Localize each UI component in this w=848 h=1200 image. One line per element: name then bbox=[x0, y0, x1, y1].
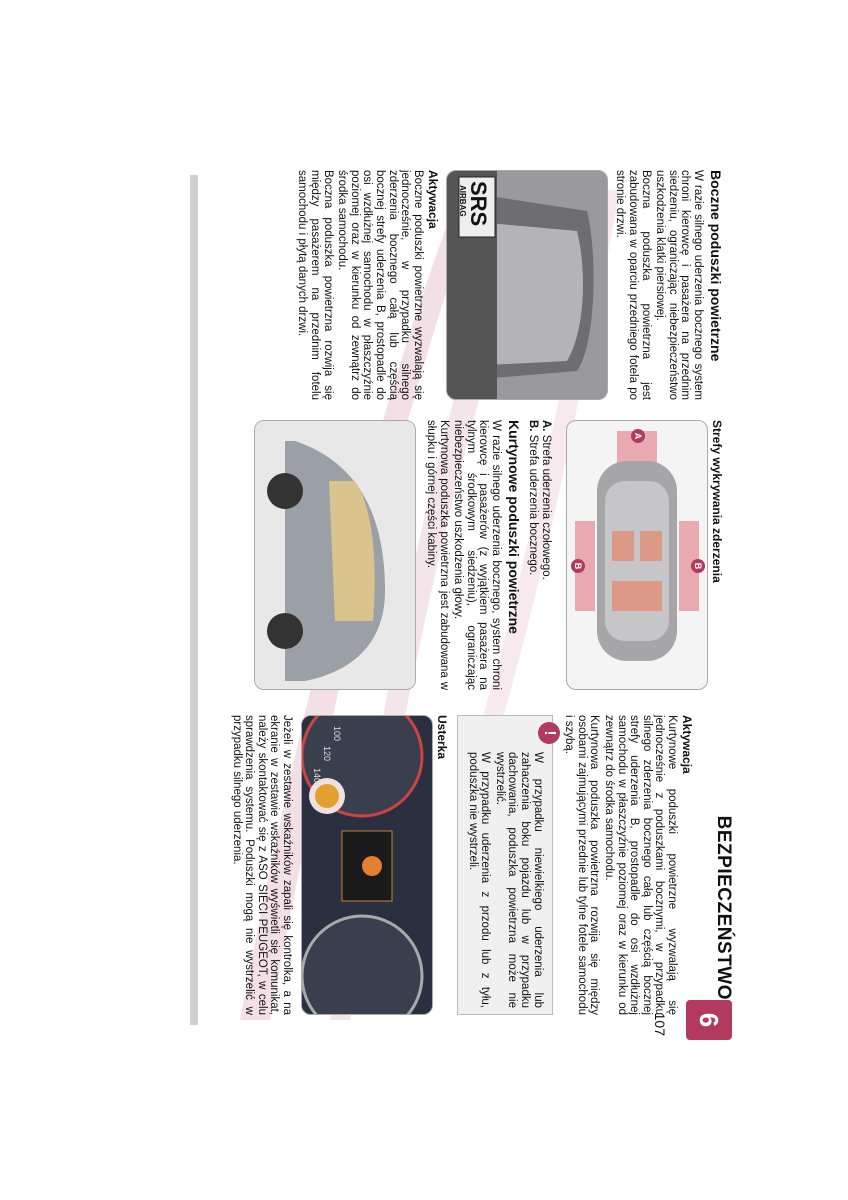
warning-box bbox=[457, 715, 558, 1015]
zone-label-b-bottom: B bbox=[571, 559, 585, 573]
side-activation-text2: Boczna poduszka powietrzna rozwija się między pasażerem na przednim fotelu samochodu i płytą danych drzwi. bbox=[296, 170, 334, 400]
curtain-airbags-intro: W razie silnego uderzenia bocznego, system chroni kierowcę i pasażerów (z wyjątkiem pasażera na tylnym środkowym siedzeniu), ograniczając niebezpieczeństwo uszkodzenia głowy. bbox=[452, 420, 502, 690]
side-airbags-title: Boczne poduszki powietrzne bbox=[708, 170, 724, 362]
warning-text-1: W przypadku niewielkiego uderzenia lub zahaczenia boku pojazdu lub w przypadku dachowania, poduszka powietrzna może nie wystrzelić. bbox=[493, 752, 544, 1008]
zones-title: Strefy wykrywania zderzenia bbox=[710, 420, 724, 583]
gauge-label-2: 120 bbox=[322, 746, 333, 762]
page-number: 107 bbox=[652, 1012, 668, 1036]
column-side-airbags bbox=[294, 170, 728, 400]
gauge-label-1: 100 bbox=[332, 726, 343, 742]
legend-b: B. Strefa uderzenia bocznego. bbox=[527, 420, 539, 576]
zone-label-b-top: B bbox=[691, 559, 705, 573]
curtain-activation-title: Aktywacja bbox=[680, 715, 694, 774]
curtain-airbags-title: Kurtynowe poduszki powietrzne bbox=[506, 420, 522, 634]
side-airbags-location: Boczna poduszka powietrzna jest zabudowana w oparciu przedniego fotela po stronie drzwi. bbox=[614, 170, 652, 400]
curtain-airbags-location: Kurtynowa poduszka powietrzna jest zabudowana w słupku i górnej części kabiny. bbox=[425, 420, 450, 690]
rotated-content bbox=[188, 170, 734, 1036]
crash-zones-diagram bbox=[566, 420, 708, 690]
curtain-airbag-image bbox=[254, 420, 416, 690]
side-activation-text: Boczne poduszki powietrzne wyzwalają się jednocześnie, w przypadku silnego zderzenia bocznego całą lub częścią bocznej strefy uderzenia B, prostopadle do osi wzdłużnej samochodu w płaszczyźnie poziomej oraz w kierunku od zewnątrz do środka samochodu. bbox=[336, 170, 424, 400]
curtain-activation-text2: Kurtynowa poduszka powietrzna rozwija się między osobami zajmującymi przednie lub tylne fotele samochodu i szybą. bbox=[563, 715, 601, 1015]
warning-icon: ! bbox=[538, 722, 560, 744]
curtain-activation-text: Kurtynowe poduszki powietrzne wyzwalają się jednocześnie z poduszkami bocznymi, w przypadku silnego zderzenia bocznego całą lub częścią bocznej strefy uderzenia B, prostopadle do osi wzdłużnej samochodu w płaszczyźnie poziomej oraz w kierunku od zewnątrz do środka samochodu. bbox=[603, 715, 678, 1015]
car-curtain-airbag-icon bbox=[255, 421, 415, 690]
side-activation-title: Aktywacja bbox=[425, 170, 440, 229]
side-airbags-intro: W razie silnego uderzenia bocznego system chroni kierowcę i pasażera na przednim siedzeniu, ograniczając niebezpieczeństwo uszkodzenia klatki piersiowej. bbox=[654, 170, 704, 400]
legend-a: A. Strefa uderzenia czołowego. bbox=[540, 420, 552, 580]
fault-text: Jeżeli w zestawie wskaźników zapali się kontrolka, a na ekranie w zestawie wskaźników wyświetli się komunikat, należy skontaktować się z ASO SIECI PEUGEOT, w celu sprawdzenia systemu. Poduszki mogą nie wystrzelić w przypadku silnego uderzenia. bbox=[230, 715, 294, 1015]
car-top-view-icon bbox=[567, 421, 707, 690]
warning-text-2: W przypadku uderzenia z przodu lub z tyłu, poduszka nie wystrzeli. bbox=[466, 752, 492, 1008]
gauge-label-3: 140 bbox=[312, 768, 323, 784]
instrument-cluster-image bbox=[301, 715, 433, 1015]
column-zones bbox=[254, 420, 728, 690]
zone-label-a: A bbox=[631, 429, 645, 443]
fault-title: Usterka bbox=[435, 715, 450, 760]
page-title: BEZPIECZEŃSTWO bbox=[713, 815, 734, 1000]
airbag-label: AIRBAG bbox=[457, 185, 467, 217]
seat-airbag-image bbox=[446, 170, 608, 400]
column-activation bbox=[228, 715, 728, 1015]
chapter-badge: 6 bbox=[686, 1000, 732, 1040]
srs-label: SRS bbox=[465, 181, 491, 227]
